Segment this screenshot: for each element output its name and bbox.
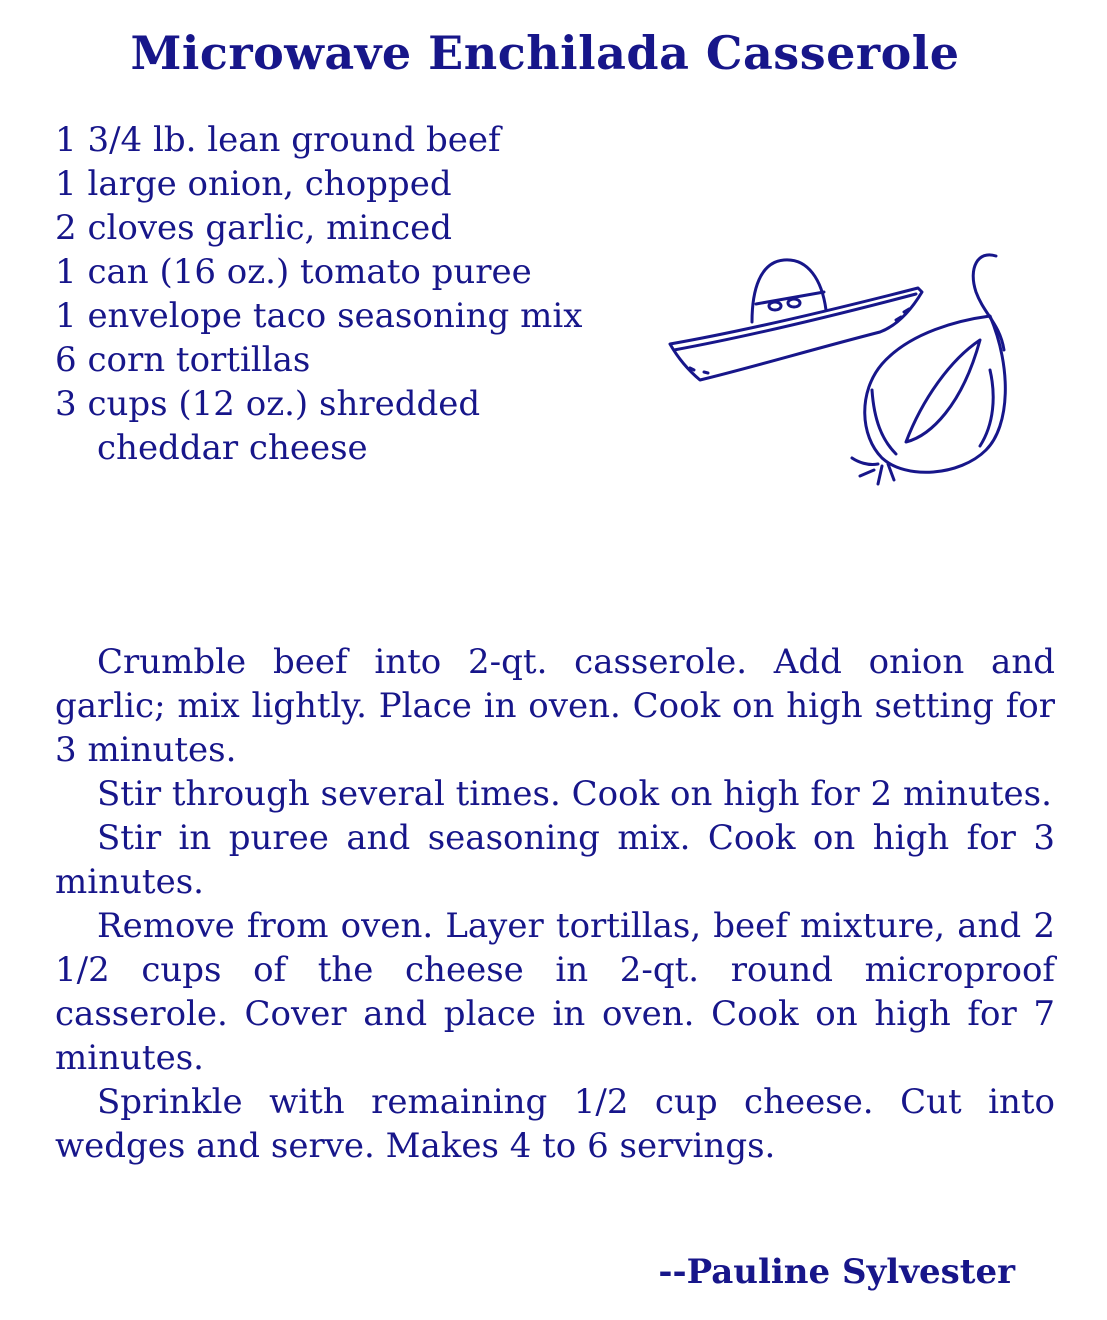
ingredient-item: 1 envelope taco seasoning mix bbox=[55, 296, 583, 336]
ingredient-item: 1 3/4 lb. lean ground beef bbox=[55, 120, 501, 160]
recipe-illustration bbox=[660, 240, 1020, 500]
ingredient-item: 3 cups (12 oz.) shredded cheddar cheese bbox=[55, 384, 481, 468]
ingredient-item: 6 corn tortillas bbox=[55, 340, 311, 380]
recipe-author: --Pauline Sylvester bbox=[658, 1252, 1015, 1292]
ingredient-list bbox=[55, 118, 615, 470]
ingredient-item: 1 large onion, chopped bbox=[55, 164, 452, 204]
ingredient-item: 2 cloves garlic, minced bbox=[55, 208, 453, 248]
directions bbox=[55, 640, 1055, 1168]
direction-paragraph: Stir through several times. Cook on high for 2 minutes. bbox=[97, 774, 1052, 814]
ingredient-item: 1 can (16 oz.) tomato puree bbox=[55, 252, 532, 292]
direction-paragraph: Stir in puree and seasoning mix. Cook on high for 3 minutes. bbox=[55, 818, 1055, 902]
direction-paragraph: Remove from oven. Layer tortillas, beef mixture, and 2 1/2 cups of the cheese in 2-qt. round microproof casserole. Cover and place in oven. Cook on high for 7 minutes. bbox=[55, 906, 1055, 1078]
recipe-title: Microwave Enchilada Casserole bbox=[130, 26, 960, 80]
direction-paragraph: Sprinkle with remaining 1/2 cup cheese. Cut into wedges and serve. Makes 4 to 6 servings. bbox=[55, 1082, 1055, 1166]
onion-icon bbox=[852, 255, 1005, 484]
direction-paragraph: Crumble beef into 2-qt. casserole. Add onion and garlic; mix lightly. Place in oven. Cook on high setting for 3 minutes. bbox=[55, 642, 1055, 770]
